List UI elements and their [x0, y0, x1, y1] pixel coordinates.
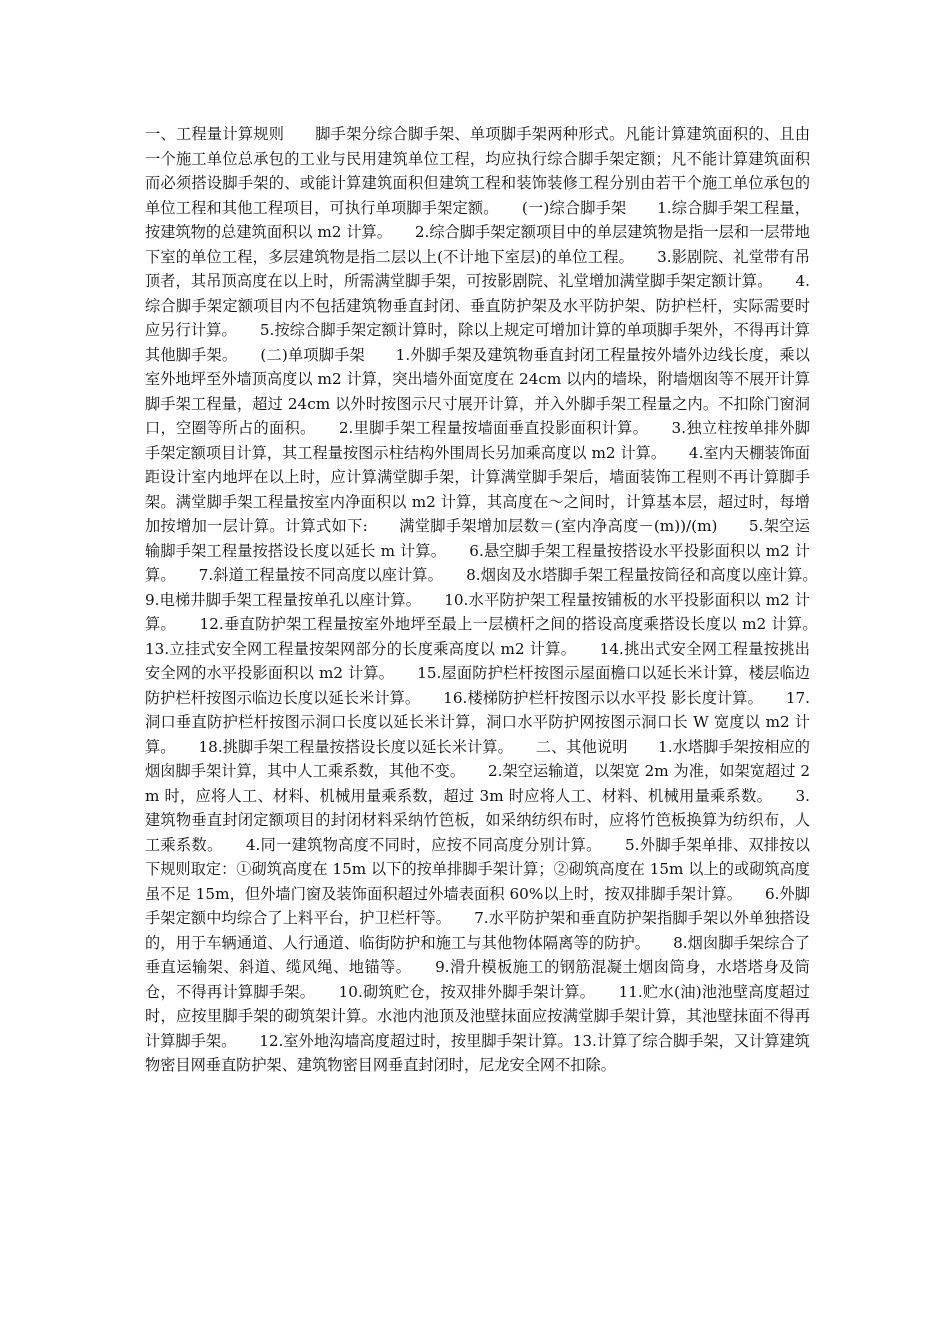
document-body-text: 一、工程量计算规则 脚手架分综合脚手架、单项脚手架两种形式。凡能计算建筑面积的、且由一个施工单位总承包的工业与民用建筑单位工程，均应执行综合脚手架定额；凡不能计算建筑面积而必须搭设脚手架的、或能计算建筑面积但建筑工程和装饰装修工程分别由若干个施工单位承包的单位工程和其他工程项目，可执行单项脚手架定额。 (一)综合脚手架 1.综合脚手架工程量，按建筑物的总建筑面积以 m2 计算。 2.综合脚手架定额项目中的单层建筑物是指一层和一层带地下室的单位工程，多层建筑物是指二层以上(不计地下室层)的单位工程。 3.影剧院、礼堂带有吊顶者，其吊顶高度在以上时，所需满堂脚手架，可按影剧院、礼堂增加满堂脚手架定额计算。 4.综合脚手架定额项目内不包括建筑物垂直封闭、垂直防护架及水平防护架、防护栏杆，实际需要时应另行计算。 5.按综合脚手架定额计算时，除以上规定可增加计算的单项脚手架外，不得再计算其他脚手架。 (二)单项脚手架 1.外脚手架及建筑物垂直封闭工程量按外墙外边线长度，乘以室外地坪至外墙顶高度以 m2 计算，突出墙外面宽度在 24cm 以内的墙垛，附墙烟囱等不展开计算脚手架工程量，超过 24cm 以外时按图示尺寸展开计算，并入外脚手架工程量之内。不扣除门窗洞口，空圈等所占的面积。 2.里脚手架工程量按墙面垂直投影面积计算。 3.独立柱按单排外脚手架定额项目计算，其工程量按图示柱结构外围周长另加乘高度以 m2 计算。 4.室内天棚装饰面距设计室内地坪在以上时，应计算满堂脚手架，计算满堂脚手架后，墙面装饰工程则不再计算脚手架。满堂脚手架工程量按室内净面积以 m2 计算，其高度在～之间时，计算基本层，超过时，每增加按增加一层计算。计算式如下: 满堂脚手架增加层数＝(室内净高度－(m))/(m) 5.架空运输脚手架工程量按搭设长度以延长 m 计算。 6.悬空脚手架工程量按搭设水平投影面积以 m2 计算。 7.斜道工程量按不同高度以座计算。 8.烟囱及水塔脚手架工程量按筒径和高度以座计算。 9.电梯井脚手架工程量按单孔以座计算。 10.水平防护架工程量按铺板的水平投影面积以 m2 计算。 12.垂直防护架工程量按室外地坪至最上一层横杆之间的搭设高度乘搭设长度以 m2 计算。 13.立挂式安全网工程量按架网部分的长度乘高度以 m2 计算。 14.挑出式安全网工程量按挑出安全网的水平投影面积以 m2 计算。 15.屋面防护栏杆按图示屋面檐口以延长米计算，楼层临边防护栏杆按图示临边长度以延长米计算。 16.楼梯防护栏杆按图示以水平投 影长度计算。 17.洞口垂直防护栏杆按图示洞口长度以延长米计算，洞口水平防护网按图示洞口长 W 宽度以 m2 计算。 18.挑脚手架工程量按搭设长度以延长米计算。 二、其他说明 1.水塔脚手架按相应的烟囱脚手架计算，其中人工乘系数，其他不变。 2.架空运输道，以架宽 2m 为准，如架宽超过 2m 时，应将人工、材料、机械用量乘系数，超过 3m 时应将人工、材料、机械用量乘系数。 3.建筑物垂直封闭定额项目的封闭材料采纳竹笆板，如采纳纺织布时，应将竹笆板换算为纺织布，人工乘系数。 4.同一建筑物高度不同时，应按不同高度分别计算。 5.外脚手架单排、双排按以下规则取定：①砌筑高度在 15m 以下的按单排脚手架计算；②砌筑高度在 15m 以上的或砌筑高度虽不足 15m，但外墙门窗及装饰面积超过外墙表面积 60%以上时，按双排脚手架计算。 6.外脚手架定额中均综合了上料平台，护卫栏杆等。 7.水平防护架和垂直防护架指脚手架以外单独搭设的，用于车辆通道、人行通道、临街防护和施工与其他物体隔离等的防护。 8.烟囱脚手架综合了垂直运输架、斜道、缆风绳、地锚等。 9.滑升模板施工的钢筋混凝土烟囱筒身，水塔塔身及筒仓，不得再计算脚手架。 10.砌筑贮仓，按双排外脚手架计算。 11.贮水(油)池池壁高度超过时，应按里脚手架的砌筑架计算。水池内池顶及池壁抹面应按满堂脚手架计算，其池壁抹面不得再计算脚手架。 12.室外地沟墙高度超过时，按里脚手架计算。13.计算了综合脚手架，又计算建筑物密目网垂直防护架、建筑物密目网垂直封闭时，尼龙安全网不扣除。	[145, 125, 841, 1074]
